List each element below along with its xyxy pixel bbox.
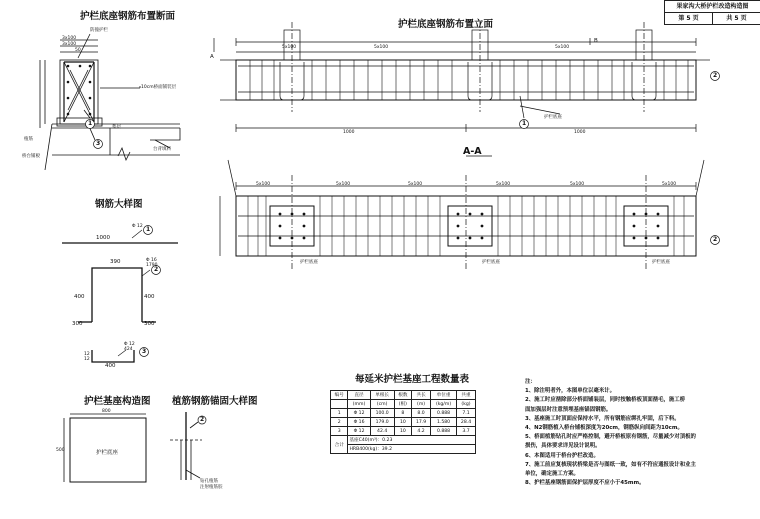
table-total-row bbox=[331, 445, 476, 454]
anchor-view-title: 植筋钢筋锚固大样图 bbox=[172, 396, 258, 407]
table-cell: Φ 12 bbox=[348, 409, 370, 418]
section-dim-1: 3x100 bbox=[62, 36, 77, 41]
section-dim-3: 50 bbox=[75, 48, 81, 53]
table-total-concrete: 基座C40(m³)：0.23 bbox=[348, 436, 476, 445]
note-item: 3、基座施工时顶面应保持水平，所有钢筋应绑扎牢固，后下料。 bbox=[525, 415, 680, 422]
notes-heading: 注： bbox=[525, 379, 536, 385]
bar2-top: 390 bbox=[110, 259, 121, 265]
bar3-len: 424 bbox=[124, 347, 133, 352]
table-cell: 8.0 bbox=[412, 409, 431, 418]
base-dim-height: 500 bbox=[56, 448, 65, 453]
table-header-cell: 根数 bbox=[394, 391, 411, 400]
note-item: 6、本图适用于桥台护栏改造。 bbox=[525, 452, 599, 459]
bar3-spec: Φ 12 bbox=[124, 342, 135, 347]
notes-block bbox=[525, 378, 757, 488]
section-label-pad: 垫层 bbox=[112, 125, 121, 130]
table-row bbox=[331, 427, 476, 436]
elev-mark-2: 2 bbox=[713, 72, 718, 79]
table-total-row bbox=[331, 436, 476, 445]
section-label-rail: 防撞护栏 bbox=[90, 28, 108, 33]
bar2-mark: 2 bbox=[154, 266, 159, 273]
table-cell: 8 bbox=[394, 409, 411, 418]
table-unit-cell: (m) bbox=[412, 400, 431, 409]
table-unit-cell bbox=[331, 400, 348, 409]
bar1-mark: 1 bbox=[146, 226, 151, 233]
section-dim-2: 3x100 bbox=[62, 42, 77, 47]
plan-dim-2: 5x100 bbox=[336, 182, 351, 187]
table-unit-cell: (mm) bbox=[348, 400, 370, 409]
plan-dim-4: 5x100 bbox=[496, 182, 511, 187]
bar3-hook: 12 bbox=[84, 352, 90, 357]
elev-dim-1: 5x100 bbox=[282, 45, 297, 50]
table-unit-cell: (kg) bbox=[457, 400, 476, 409]
note-item: 单位，确定施工方案。 bbox=[525, 471, 579, 478]
qty-table-title: 每延米护栏基座工程数量表 bbox=[355, 374, 470, 385]
plan-dim-6: 5x100 bbox=[662, 182, 677, 187]
table-header-cell: 编号 bbox=[331, 391, 348, 400]
table-row bbox=[331, 409, 476, 418]
bar2-right-foot: 300 bbox=[144, 321, 155, 327]
note-item: 7、施工前应复核现状桥梁是否与图纸一致，如有不符应通报设计和业主 bbox=[525, 461, 696, 468]
table-header-cell: 直径 bbox=[348, 391, 370, 400]
page-total: 共 5 页 bbox=[726, 15, 747, 22]
table-cell: 7.1 bbox=[457, 409, 476, 418]
bar2-left-h: 400 bbox=[74, 294, 85, 300]
base-view-title: 护栏基座构造图 bbox=[84, 396, 151, 407]
table-cell: 3 bbox=[331, 427, 348, 436]
note-item: 1、除注明者外，本图单位以毫米计。 bbox=[525, 388, 616, 395]
plan-mark-2: 2 bbox=[713, 236, 718, 243]
table-cell: 179.0 bbox=[370, 418, 394, 427]
anchor-label-hole: 钻孔植筋 bbox=[200, 479, 218, 484]
table-cell: 3.7 bbox=[457, 427, 476, 436]
section-mark-3: 3 bbox=[96, 140, 101, 147]
note-item: 8、护栏基座钢筋面保护层厚度不应小于45mm。 bbox=[525, 480, 645, 487]
bar2-right-h: 400 bbox=[144, 294, 155, 300]
elev-section-a: A bbox=[210, 54, 214, 60]
table-total-steel: HRB400(kg)：39.2 bbox=[348, 445, 476, 454]
bar3-hook2: 12 bbox=[84, 357, 90, 362]
table-cell: 10 bbox=[394, 427, 411, 436]
elev-span-2: 1000 bbox=[574, 130, 586, 135]
base-dim-width: 800 bbox=[102, 409, 111, 414]
elev-span-1: 1000 bbox=[343, 130, 355, 135]
table-cell: 1.580 bbox=[431, 418, 457, 427]
table-unit-row bbox=[331, 400, 476, 409]
table-unit-cell: (kg/m) bbox=[431, 400, 457, 409]
table-total-label: 合计 bbox=[331, 436, 348, 454]
section-label-deck: 台背填料 bbox=[153, 147, 171, 152]
quantity-table bbox=[330, 390, 476, 454]
section-label-wing: 桥台铺板 bbox=[22, 154, 40, 159]
page-number: 第 5 页 bbox=[665, 13, 713, 24]
elev-mark-1: 1 bbox=[522, 120, 527, 127]
plan-dim-1: 5x100 bbox=[256, 182, 271, 187]
note-item: 2、施工时应凿除部分桥面铺装层，同时按触桥板顶面凿毛，施工桥 bbox=[525, 397, 686, 404]
table-cell: 1 bbox=[331, 409, 348, 418]
anchor-label-glue: 注射植筋胶 bbox=[200, 485, 223, 490]
plan-label-plinth-2: 护栏底座 bbox=[482, 260, 500, 265]
table-row bbox=[331, 418, 476, 427]
table-cell: 42.4 bbox=[370, 427, 394, 436]
elev-dim-2: 5x100 bbox=[374, 45, 389, 50]
bar2-len: 1790 bbox=[146, 263, 158, 268]
table-cell: 0.888 bbox=[431, 409, 457, 418]
note-item: 面加强层时注意预埋基座锚固钢筋。 bbox=[525, 406, 612, 413]
section-label-bar: 植筋 bbox=[24, 137, 33, 142]
bar1-length: 1000 bbox=[96, 235, 110, 241]
table-header-cell: 共长 bbox=[412, 391, 431, 400]
rebar-detail-title: 钢筋大样图 bbox=[95, 199, 143, 210]
table-unit-cell: (根) bbox=[394, 400, 411, 409]
bar2-left-foot: 300 bbox=[72, 321, 83, 327]
table-header-cell: 单根长 bbox=[370, 391, 394, 400]
note-item: 损伤，具体要求详见设计说明。 bbox=[525, 443, 601, 450]
plan-dim-3: 5x100 bbox=[408, 182, 423, 187]
plan-dim-5: 5x100 bbox=[570, 182, 585, 187]
table-cell: Φ 16 bbox=[348, 418, 370, 427]
bar3-mark: 3 bbox=[142, 348, 147, 355]
table-cell: 28.4 bbox=[457, 418, 476, 427]
table-cell: Φ 12 bbox=[348, 427, 370, 436]
plan-view-title: A-A bbox=[463, 146, 482, 157]
table-cell: 10 bbox=[394, 418, 411, 427]
table-cell: 100.0 bbox=[370, 409, 394, 418]
base-label: 护栏底座 bbox=[96, 450, 119, 456]
table-unit-cell: (cm) bbox=[370, 400, 394, 409]
table-cell: 2 bbox=[331, 418, 348, 427]
plan-label-plinth-3: 护栏底座 bbox=[652, 260, 670, 265]
table-header-cell: 单位重 bbox=[431, 391, 457, 400]
elevation-view-title: 护栏底座钢筋布置立面 bbox=[398, 19, 494, 30]
bar1-spec: Φ 12 bbox=[132, 224, 143, 229]
note-item: 5、桥面植筋钻孔时应严格控制，避开桥板原有钢筋，尽量减少对顶板的 bbox=[525, 434, 696, 441]
table-cell: 0.888 bbox=[431, 427, 457, 436]
plan-label-plinth-1: 护栏底座 bbox=[300, 260, 318, 265]
table-cell: 4.2 bbox=[412, 427, 431, 436]
elev-label-plinth: 护栏底座 bbox=[544, 115, 562, 120]
section-mark-1: 1 bbox=[88, 120, 93, 127]
elev-dim-3: 5x100 bbox=[555, 45, 570, 50]
section-view-title: 护栏底座钢筋布置断面 bbox=[80, 11, 176, 22]
project-title: 果家沟大桥护栏改造构造图 bbox=[665, 1, 760, 13]
table-header-row bbox=[331, 391, 476, 400]
anchor-mark: 2 bbox=[200, 416, 205, 423]
note-item: 4、N2钢筋植入桥台铺板深度为20cm，钢筋纵向间距为10cm。 bbox=[525, 425, 683, 432]
bar3-bottom: 400 bbox=[105, 363, 116, 369]
table-header-cell: 共重 bbox=[457, 391, 476, 400]
bar2-spec: Φ 16 bbox=[146, 258, 157, 263]
section-label-mesh: 10cm桥面铺装层 bbox=[141, 85, 177, 90]
table-cell: 17.9 bbox=[412, 418, 431, 427]
elev-section-b: B bbox=[594, 38, 598, 44]
